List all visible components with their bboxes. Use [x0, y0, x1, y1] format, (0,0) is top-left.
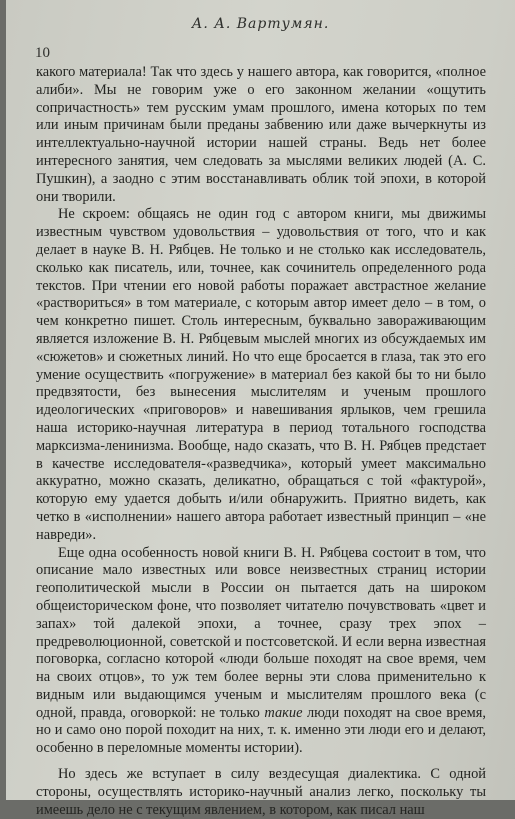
book-page [6, 0, 515, 818]
paragraph-gap [36, 758, 486, 766]
paragraph-1: какого материала! Так что здесь у нашего автора, как говорится, «полное алиби». Мы не говорим уже о его законном желании «ощутить сопричастность» тем русским умам прошлого, имена которых по тем или иным причинам были преданы забвению или даже вычеркнуты из интеллектуально-научной истории нашей страны. Ведь нет более интересного занятия, чем следовать за мыслями великих людей (А. С. Пушкин), а заодно с этим восстанавливать облик той эпохи, в которой они творили. [36, 64, 486, 205]
paragraph-2: Не скроем: общаясь не один год с автором книги, мы движимы известным чувством удовольствия – удовольствия от того, что и как делает в науке В. Н. Рябцев. Не только и не столько как исследователь, сколько как писатель, или, точнее, как сочинитель определенного рода текстов. При чтении его новой работы поражает австрастное желание «раствориться» в том материале, с которым автор имеет дело – в том, о чем конкретно пишет. Столь интересным, буквально завораживающим является изложение В. Н. Рябцевым мыслей многих из обсуждаемых им «сюжетов» и сюжетных линий. Но что еще бросается в глаза, так это его умение осуществить «погружение» в материал без какой бы то ни было предвзятости, без вынесения мыслителям и ученым прошлого идеологических «приговоров» и навешивания ярлыков, чем грешила наша историко-научная литература в период тотального господства марксизма-ленинизма. Вообще, надо сказать, что В. Н. Рябцев предстает в качестве исследователя-«разведчика», который умеет максимально аккуратно, можно сказать, деликатно, обращаться с той «фактурой», которую ему удается добыть и/или обнаружить. Приятно видеть, как четко в «исполнении» нашего автора работает известный принцип – «не навреди». [36, 206, 486, 543]
running-head: А. А. Вартумян. [191, 16, 330, 32]
page-number: 10 [35, 45, 50, 61]
paragraph-4: Но здесь же вступает в силу вездесущая диалектика. С одной стороны, осуществлять историко-научный анализ легко, поскольку ты имеешь дело не с текущим явлением, в котором, как писал наш [36, 766, 486, 818]
text-body [36, 64, 486, 819]
paragraph-3-emphasis: такие [264, 704, 303, 721]
paragraph-3-text-after: люди походят на свое время, но и само оно порой походит на них, т. к. именно эти люди его и делают, особенно в переломные моменты истории). [36, 704, 486, 757]
paragraph-3 [36, 545, 486, 759]
paragraph-3-text-before: Еще одна особенность новой книги В. Н. Рябцева состоит в том, что описание мало известных или вовсе неизвестных страниц истории геополитической мысли в России он пытается дать на широком общеисторическом фоне, что позволяет читателю почувствовать «цвет и запах» той далекой эпохи, а точнее, сразу трех эпох – предреволюционной, советской и постсоветской. И если верна известная поговорка, согласно которой «люди больше походят на свое время, чем на своих отцов», то уж тем более верны эти слова применительно к видным или выдающимся ученым и мыслителям прошлого века (с одной, правда, оговоркой: не только [36, 544, 486, 721]
